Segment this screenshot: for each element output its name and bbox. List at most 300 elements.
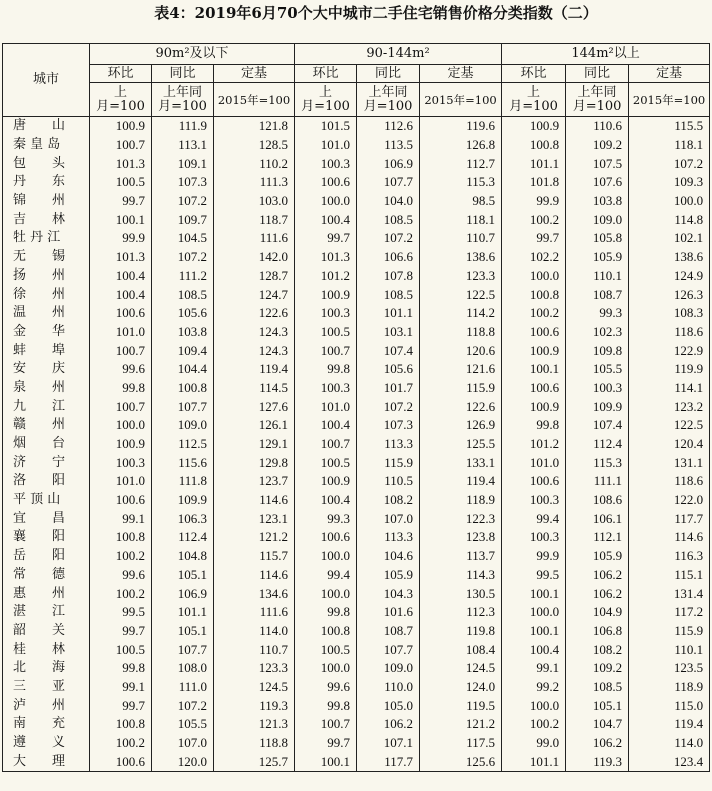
value-cell: 99.1 [502, 659, 566, 678]
value-cell: 124.9 [629, 267, 710, 286]
value-cell: 100.6 [90, 752, 152, 771]
value-cell: 105.1 [152, 622, 214, 641]
value-cell: 121.8 [214, 117, 295, 136]
value-cell: 138.6 [420, 248, 502, 267]
value-cell: 101.3 [90, 154, 152, 173]
value-cell: 114.2 [420, 304, 502, 323]
value-cell: 101.1 [502, 154, 566, 173]
table-row [3, 528, 710, 547]
table-row [3, 734, 710, 753]
value-cell: 100.5 [90, 640, 152, 659]
value-cell: 100.3 [502, 491, 566, 510]
value-cell: 121.2 [214, 528, 295, 547]
value-cell: 109.0 [152, 416, 214, 435]
value-cell: 99.1 [90, 678, 152, 697]
city-cell: 南 充 [3, 715, 90, 734]
value-cell: 108.5 [152, 285, 214, 304]
value-cell: 100.4 [295, 491, 357, 510]
value-cell: 105.5 [152, 715, 214, 734]
value-cell: 114.0 [214, 622, 295, 641]
table-row [3, 192, 710, 211]
group-header-small: 90m²及以下 [90, 44, 295, 65]
sub-header-0-0: 环比 [90, 65, 152, 83]
table-row [3, 640, 710, 659]
value-cell: 101.0 [295, 136, 357, 155]
base-header-0-0: 上 月=100 [90, 83, 152, 117]
value-cell: 113.1 [152, 136, 214, 155]
value-cell: 99.8 [295, 603, 357, 622]
city-cell: 牡 丹 江 [3, 229, 90, 248]
value-cell: 126.3 [629, 285, 710, 304]
city-cell: 唐 山 [3, 117, 90, 136]
value-cell: 100.3 [295, 304, 357, 323]
value-cell: 110.1 [629, 640, 710, 659]
value-cell: 110.6 [566, 117, 629, 136]
value-cell: 100.9 [502, 117, 566, 136]
city-cell: 宜 昌 [3, 509, 90, 528]
value-cell: 100.1 [295, 752, 357, 771]
value-cell: 107.7 [357, 173, 420, 192]
value-cell: 106.9 [357, 154, 420, 173]
value-cell: 99.9 [502, 547, 566, 566]
value-cell: 109.3 [629, 173, 710, 192]
value-cell: 108.5 [357, 210, 420, 229]
value-cell: 100.9 [502, 397, 566, 416]
value-cell: 126.1 [214, 416, 295, 435]
table-row [3, 379, 710, 398]
value-cell: 115.5 [629, 117, 710, 136]
value-cell: 123.3 [420, 267, 502, 286]
value-cell: 115.0 [629, 696, 710, 715]
value-cell: 105.9 [566, 248, 629, 267]
value-cell: 106.1 [566, 509, 629, 528]
value-cell: 113.7 [420, 547, 502, 566]
value-cell: 100.0 [502, 696, 566, 715]
value-cell: 118.6 [629, 472, 710, 491]
value-cell: 109.0 [566, 210, 629, 229]
table-row [3, 173, 710, 192]
value-cell: 100.9 [295, 285, 357, 304]
value-cell: 105.9 [566, 547, 629, 566]
table-row [3, 453, 710, 472]
table-row [3, 566, 710, 585]
city-cell: 徐 州 [3, 285, 90, 304]
value-cell: 118.9 [629, 678, 710, 697]
value-cell: 112.4 [152, 528, 214, 547]
value-cell: 107.6 [566, 173, 629, 192]
value-cell: 98.5 [420, 192, 502, 211]
city-cell: 泸 州 [3, 696, 90, 715]
value-cell: 99.5 [502, 566, 566, 585]
city-cell: 北 海 [3, 659, 90, 678]
value-cell: 104.5 [152, 229, 214, 248]
value-cell: 107.4 [566, 416, 629, 435]
table-row [3, 547, 710, 566]
table-row [3, 491, 710, 510]
table-row [3, 323, 710, 342]
value-cell: 122.5 [420, 285, 502, 304]
value-cell: 105.1 [566, 696, 629, 715]
table-row [3, 397, 710, 416]
value-cell: 100.1 [90, 210, 152, 229]
value-cell: 100.8 [295, 622, 357, 641]
sub-header-0-1: 同比 [152, 65, 214, 83]
value-cell: 119.4 [420, 472, 502, 491]
value-cell: 110.7 [420, 229, 502, 248]
value-cell: 106.9 [152, 584, 214, 603]
value-cell: 106.8 [566, 622, 629, 641]
value-cell: 104.0 [357, 192, 420, 211]
value-cell: 108.6 [566, 491, 629, 510]
value-cell: 118.1 [629, 136, 710, 155]
table-row [3, 472, 710, 491]
value-cell: 107.2 [629, 154, 710, 173]
value-cell: 100.8 [502, 285, 566, 304]
value-cell: 119.3 [566, 752, 629, 771]
value-cell: 109.2 [566, 136, 629, 155]
value-cell: 114.6 [214, 491, 295, 510]
value-cell: 99.3 [566, 304, 629, 323]
value-cell: 108.2 [566, 640, 629, 659]
value-cell: 101.0 [90, 323, 152, 342]
value-cell: 100.2 [90, 734, 152, 753]
value-cell: 114.6 [214, 566, 295, 585]
value-cell: 114.1 [629, 379, 710, 398]
value-cell: 100.3 [502, 528, 566, 547]
value-cell: 101.8 [502, 173, 566, 192]
base-header-1-1: 上年同 月=100 [357, 83, 420, 117]
value-cell: 108.4 [420, 640, 502, 659]
value-cell: 99.7 [90, 622, 152, 641]
value-cell: 100.6 [90, 491, 152, 510]
value-cell: 111.6 [214, 229, 295, 248]
value-cell: 112.4 [566, 435, 629, 454]
sub-header-2-0: 环比 [502, 65, 566, 83]
value-cell: 108.5 [566, 678, 629, 697]
value-cell: 120.4 [629, 435, 710, 454]
value-cell: 119.4 [214, 360, 295, 379]
value-cell: 107.0 [152, 734, 214, 753]
value-cell: 108.3 [629, 304, 710, 323]
table-row [3, 659, 710, 678]
city-cell: 吉 林 [3, 210, 90, 229]
city-cell: 蚌 埠 [3, 341, 90, 360]
city-cell: 安 庆 [3, 360, 90, 379]
value-cell: 123.5 [629, 659, 710, 678]
value-cell: 100.5 [295, 640, 357, 659]
value-cell: 99.9 [90, 229, 152, 248]
value-cell: 123.8 [420, 528, 502, 547]
value-cell: 123.4 [629, 752, 710, 771]
value-cell: 123.7 [214, 472, 295, 491]
value-cell: 121.6 [420, 360, 502, 379]
value-cell: 138.6 [629, 248, 710, 267]
value-cell: 106.2 [566, 566, 629, 585]
base-header-0-1: 上年同 月=100 [152, 83, 214, 117]
value-cell: 112.6 [357, 117, 420, 136]
value-cell: 131.1 [629, 453, 710, 472]
value-cell: 101.1 [502, 752, 566, 771]
value-cell: 106.2 [357, 715, 420, 734]
value-cell: 100.8 [152, 379, 214, 398]
value-cell: 101.1 [357, 304, 420, 323]
value-cell: 107.2 [152, 696, 214, 715]
value-cell: 100.8 [502, 136, 566, 155]
value-cell: 99.1 [90, 509, 152, 528]
value-cell: 100.7 [295, 715, 357, 734]
value-cell: 100.7 [295, 341, 357, 360]
value-cell: 105.6 [357, 360, 420, 379]
value-cell: 118.7 [214, 210, 295, 229]
value-cell: 100.9 [90, 435, 152, 454]
value-cell: 109.4 [152, 341, 214, 360]
value-cell: 133.1 [420, 453, 502, 472]
value-cell: 105.1 [152, 566, 214, 585]
value-cell: 100.0 [295, 547, 357, 566]
value-cell: 115.3 [420, 173, 502, 192]
value-cell: 124.0 [420, 678, 502, 697]
city-cell: 岳 阳 [3, 547, 90, 566]
city-cell: 无 锡 [3, 248, 90, 267]
value-cell: 108.5 [357, 285, 420, 304]
value-cell: 100.2 [502, 715, 566, 734]
value-cell: 107.7 [152, 397, 214, 416]
value-cell: 108.7 [357, 622, 420, 641]
value-cell: 101.0 [502, 453, 566, 472]
value-cell: 119.9 [629, 360, 710, 379]
city-cell: 三 亚 [3, 678, 90, 697]
value-cell: 100.3 [295, 379, 357, 398]
table-row [3, 117, 710, 136]
value-cell: 113.5 [357, 136, 420, 155]
value-cell: 118.8 [214, 734, 295, 753]
value-cell: 109.9 [566, 397, 629, 416]
value-cell: 100.7 [90, 397, 152, 416]
value-cell: 117.7 [629, 509, 710, 528]
table-row [3, 360, 710, 379]
sub-header-2-1: 同比 [566, 65, 629, 83]
value-cell: 99.2 [502, 678, 566, 697]
value-cell: 111.9 [152, 117, 214, 136]
value-cell: 100.8 [90, 715, 152, 734]
value-cell: 125.7 [214, 752, 295, 771]
value-cell: 111.1 [566, 472, 629, 491]
value-cell: 99.8 [295, 696, 357, 715]
value-cell: 125.5 [420, 435, 502, 454]
sub-header-2-2: 定基 [629, 65, 710, 83]
value-cell: 99.8 [90, 379, 152, 398]
value-cell: 107.2 [152, 248, 214, 267]
value-cell: 109.8 [566, 341, 629, 360]
city-cell: 洛 阳 [3, 472, 90, 491]
value-cell: 100.9 [502, 341, 566, 360]
sub-header-0-2: 定基 [214, 65, 295, 83]
value-cell: 110.1 [566, 267, 629, 286]
value-cell: 124.7 [214, 285, 295, 304]
value-cell: 119.5 [420, 696, 502, 715]
value-cell: 107.2 [152, 192, 214, 211]
value-cell: 107.3 [152, 173, 214, 192]
value-cell: 125.6 [420, 752, 502, 771]
city-cell: 温 州 [3, 304, 90, 323]
table-title: 表4：2019年6月70个大中城市二手住宅销售价格分类指数（二） [154, 4, 598, 22]
value-cell: 107.2 [357, 229, 420, 248]
value-cell: 101.2 [295, 267, 357, 286]
value-cell: 99.7 [90, 192, 152, 211]
value-cell: 124.3 [214, 341, 295, 360]
value-cell: 99.9 [502, 192, 566, 211]
value-cell: 99.8 [295, 360, 357, 379]
value-cell: 100.4 [295, 210, 357, 229]
value-cell: 101.0 [90, 472, 152, 491]
value-cell: 105.9 [357, 566, 420, 585]
value-cell: 128.7 [214, 267, 295, 286]
value-cell: 101.1 [152, 603, 214, 622]
value-cell: 109.1 [152, 154, 214, 173]
value-cell: 142.0 [214, 248, 295, 267]
value-cell: 108.0 [152, 659, 214, 678]
value-cell: 117.5 [420, 734, 502, 753]
value-cell: 130.5 [420, 584, 502, 603]
value-cell: 99.3 [295, 509, 357, 528]
value-cell: 111.3 [214, 173, 295, 192]
value-cell: 107.8 [357, 267, 420, 286]
table-row [3, 584, 710, 603]
table-row [3, 435, 710, 454]
value-cell: 100.0 [629, 192, 710, 211]
value-cell: 115.6 [152, 453, 214, 472]
value-cell: 122.0 [629, 491, 710, 510]
value-cell: 107.7 [357, 640, 420, 659]
city-cell: 丹 东 [3, 173, 90, 192]
value-cell: 100.2 [90, 584, 152, 603]
value-cell: 112.5 [152, 435, 214, 454]
value-cell: 119.3 [214, 696, 295, 715]
value-cell: 107.7 [152, 640, 214, 659]
value-cell: 107.1 [357, 734, 420, 753]
value-cell: 100.7 [90, 341, 152, 360]
value-cell: 107.3 [357, 416, 420, 435]
value-cell: 100.4 [295, 416, 357, 435]
value-cell: 99.4 [295, 566, 357, 585]
value-cell: 115.7 [214, 547, 295, 566]
value-cell: 111.8 [152, 472, 214, 491]
value-cell: 110.0 [357, 678, 420, 697]
city-cell: 惠 州 [3, 584, 90, 603]
table-row [3, 715, 710, 734]
city-cell: 烟 台 [3, 435, 90, 454]
table-row [3, 210, 710, 229]
value-cell: 123.2 [629, 397, 710, 416]
value-cell: 100.2 [90, 547, 152, 566]
table-row [3, 752, 710, 771]
table-row [3, 678, 710, 697]
value-cell: 99.6 [295, 678, 357, 697]
value-cell: 100.4 [90, 285, 152, 304]
city-cell: 九 江 [3, 397, 90, 416]
value-cell: 131.4 [629, 584, 710, 603]
value-cell: 129.8 [214, 453, 295, 472]
city-cell: 秦 皇 岛 [3, 136, 90, 155]
value-cell: 121.2 [420, 715, 502, 734]
value-cell: 122.3 [420, 509, 502, 528]
base-header-2-1: 上年同 月=100 [566, 83, 629, 117]
value-cell: 99.7 [502, 229, 566, 248]
sub-header-1-2: 定基 [420, 65, 502, 83]
value-cell: 107.2 [357, 397, 420, 416]
value-cell: 106.2 [566, 734, 629, 753]
value-cell: 116.3 [629, 547, 710, 566]
value-cell: 126.9 [420, 416, 502, 435]
value-cell: 102.1 [629, 229, 710, 248]
value-cell: 106.3 [152, 509, 214, 528]
value-cell: 124.5 [214, 678, 295, 697]
value-cell: 99.7 [295, 734, 357, 753]
value-cell: 100.3 [90, 453, 152, 472]
value-cell: 122.5 [629, 416, 710, 435]
value-cell: 104.3 [357, 584, 420, 603]
value-cell: 99.5 [90, 603, 152, 622]
value-cell: 115.9 [357, 453, 420, 472]
value-cell: 104.7 [566, 715, 629, 734]
value-cell: 111.0 [152, 678, 214, 697]
value-cell: 104.4 [152, 360, 214, 379]
value-cell: 100.6 [502, 323, 566, 342]
value-cell: 103.1 [357, 323, 420, 342]
value-cell: 100.8 [90, 528, 152, 547]
value-cell: 99.0 [502, 734, 566, 753]
value-cell: 100.4 [502, 640, 566, 659]
value-cell: 110.5 [357, 472, 420, 491]
value-cell: 100.4 [90, 267, 152, 286]
value-cell: 101.5 [295, 117, 357, 136]
value-cell: 99.8 [90, 659, 152, 678]
city-cell: 大 理 [3, 752, 90, 771]
base-header-2-2: 2015年=100 [629, 83, 710, 117]
value-cell: 123.1 [214, 509, 295, 528]
table-row [3, 229, 710, 248]
value-cell: 111.2 [152, 267, 214, 286]
city-cell: 常 德 [3, 566, 90, 585]
value-cell: 113.3 [357, 528, 420, 547]
value-cell: 100.0 [90, 416, 152, 435]
value-cell: 114.0 [629, 734, 710, 753]
value-cell: 100.1 [502, 584, 566, 603]
value-cell: 115.9 [629, 622, 710, 641]
value-cell: 103.8 [566, 192, 629, 211]
value-cell: 134.6 [214, 584, 295, 603]
value-cell: 100.9 [295, 472, 357, 491]
value-cell: 100.2 [502, 304, 566, 323]
value-cell: 100.3 [566, 379, 629, 398]
city-cell: 济 宁 [3, 453, 90, 472]
value-cell: 100.1 [502, 360, 566, 379]
table-row [3, 248, 710, 267]
city-cell: 包 头 [3, 154, 90, 173]
value-cell: 100.3 [295, 154, 357, 173]
base-header-1-2: 2015年=100 [420, 83, 502, 117]
value-cell: 109.7 [152, 210, 214, 229]
value-cell: 105.6 [152, 304, 214, 323]
value-cell: 118.9 [420, 491, 502, 510]
value-cell: 106.6 [357, 248, 420, 267]
city-cell: 湛 江 [3, 603, 90, 622]
value-cell: 124.5 [420, 659, 502, 678]
value-cell: 121.3 [214, 715, 295, 734]
table-row [3, 304, 710, 323]
value-cell: 106.2 [566, 584, 629, 603]
value-cell: 108.7 [566, 285, 629, 304]
